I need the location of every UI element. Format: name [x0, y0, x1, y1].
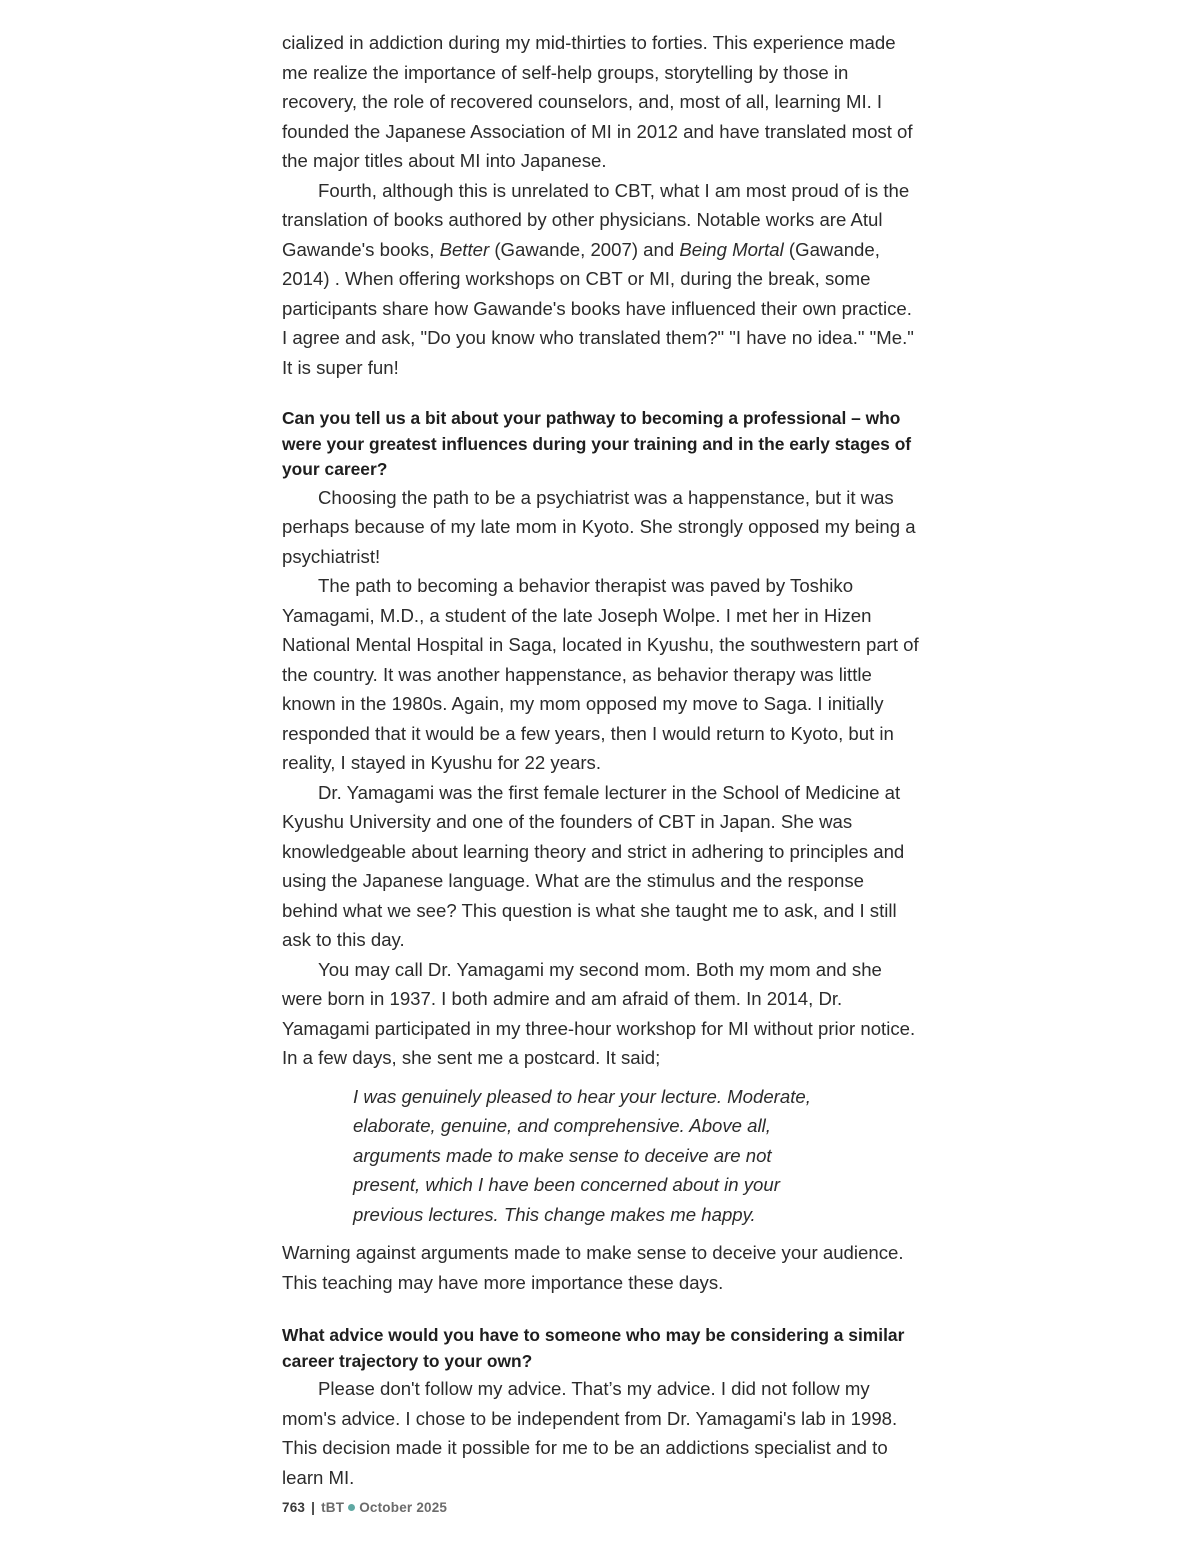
interview-question: What advice would you have to someone who may be considering a similar career trajectory to your own? — [282, 1325, 905, 1371]
paragraph-text: (Gawande, 2007) and — [489, 238, 680, 260]
page-number: 763 — [282, 1500, 306, 1515]
block-quote: I was genuinely pleased to hear your lecture. Moderate, elaborate, genuine, and comprehensive. Above all, arguments made to make sense to deceive are not present, which I have been concerned about in your previous lectures. This change makes me happy. — [353, 1085, 811, 1225]
paragraph — [282, 176, 922, 383]
journal-name: tBT — [321, 1500, 345, 1515]
footer-separator: | — [311, 1500, 316, 1515]
paragraph: Warning against arguments made to make sense to deceive your audience. This teaching may have more importance these days. — [282, 1242, 904, 1293]
interview-question: Can you tell us a bit about your pathway to becoming a professional – who were your greatest influences during your training and in the early stages of your career? — [282, 408, 912, 479]
book-title: Better — [439, 238, 490, 260]
paragraph: cialized in addiction during my mid-thirties to forties. This experience made me realize the importance of self-help groups, storytelling by those in recovery, the role of recovered counselors, and, most of all, learning MI. I founded the Japanese Association of MI in 2012 and have translated most of the major titles about MI into Japanese. — [282, 32, 913, 171]
paragraph: Dr. Yamagami was the first female lecturer in the School of Medicine at Kyushu University and one of the founders of CBT in Japan. She was knowledgeable about learning theory and strict in adhering to principles and using the Japanese language. What are the stimulus and the response behind what we see? This question is what she taught me to ask, and I still ask to this day. — [282, 781, 905, 950]
book-title: Being Mortal — [679, 238, 784, 260]
issue-date: October 2025 — [359, 1500, 448, 1515]
paragraph: You may call Dr. Yamagami my second mom. Both my mom and she were born in 1937. I both admire and am afraid of them. In 2014, Dr. Yamagami participated in my three-hour workshop for MI without prior notice. In a few days, she sent me a postcard. It said; — [282, 958, 916, 1068]
paragraph-text: (Gawande, 2014) . When offering workshops on CBT or MI, during the break, some participants share how Gawande's books have influenced their own practice. I agree and ask, "Do you know who translated them?" "I have no idea." "Me." It is super fun! — [282, 238, 914, 378]
dot-icon — [348, 1504, 355, 1511]
paragraph: Choosing the path to be a psychiatrist was a happenstance, but it was perhaps because of my late mom in Kyoto. She strongly opposed my being a psychiatrist! — [282, 486, 916, 567]
paragraph: The path to becoming a behavior therapist was paved by Toshiko Yamagami, M.D., a student of the late Joseph Wolpe. I met her in Hizen National Mental Hospital in Saga, located in Kyushu, the southwestern part of the country. It was another happenstance, as behavior therapy was little known in the 1980s. Again, my mom opposed my move to Saga. I initially responded that it would be a few years, then I would return to Kyoto, but in reality, I stayed in Kyushu for 22 years. — [282, 575, 919, 773]
paragraph: Please don't follow my advice. That’s my advice. I did not follow my mom's advice. I chose to be independent from Dr. Yamagami's lab in 1998. This decision made it possible for me to be an addictions specialist and to learn MI. — [282, 1378, 898, 1488]
page-footer — [282, 1500, 447, 1515]
article-body — [282, 28, 922, 1492]
paragraph-text: Fourth, although this is unrelated to CBT, what I am most proud of is the translation of books authored by other physicians. Notable works are Atul Gawande's books, — [282, 179, 910, 260]
